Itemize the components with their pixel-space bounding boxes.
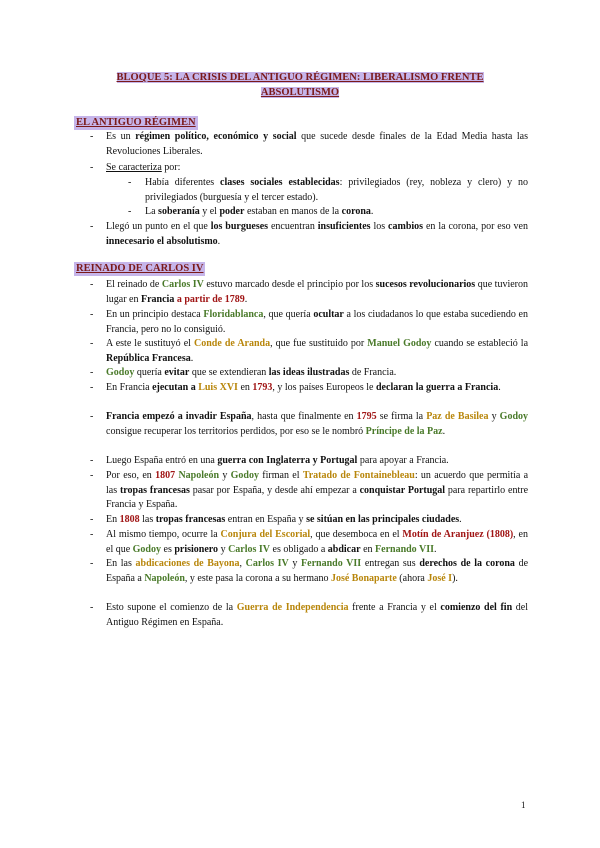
bullet-dash: - [90,367,94,378]
section-heading-carlos-iv: REINADO DE CARLOS IV [76,263,204,274]
list-item: Luego España entró en una guerra con Inglaterra y Portugal para apoyar a Francia. [106,455,449,466]
title-line-2: ABSOLUTISMO [260,87,340,98]
bullet-dash: - [90,279,94,290]
list-item: Llegó un punto en el que los burgueses encuentran insuficientes los cambios en la corona, por eso ven innecesario el absolutismo. [106,221,528,247]
bullet-dash: - [90,162,94,173]
bullet-dash: - [90,221,94,232]
bullet-dash: - [90,455,94,466]
section-heading-antiguo-regimen: EL ANTIGUO RÉGIMEN [76,117,196,128]
bullet-dash: - [90,309,94,320]
bullet-dash: - [90,411,94,422]
list-item: En un principio destaca Floridablanca, que quería ocultar a los ciudadanos lo que estaba sucediendo en Francia, pero no lo consiguió. [106,309,528,335]
list-item: Es un régimen político, económico y social que sucede desde finales de la Edad Media hasta las Revoluciones Liberales. [106,131,528,157]
list-item: Por eso, en 1807 Napoleón y Godoy firman el Tratado de Fontainebleau: un acuerdo que permitía a las tropas francesas pasar por España, y desde ahí empezar a conquistar Portugal para repartirlo entre Francia y España. [106,470,529,510]
list-item: Se caracteriza por: [106,162,181,173]
list-item: Al mismo tiempo, ocurre la Conjura del Escorial, que desemboca en el Motín de Aranjuez (1808), en el que Godoy es prisionero y Carlos IV es obligado a abdicar en Fernando VII. [106,529,528,555]
list-item: Godoy quería evitar que se extendieran las ideas ilustradas de Francia. [106,367,397,378]
bullet-dash: - [128,206,132,217]
list-item: En Francia ejecutan a Luis XVI en 1793, y los países Europeos le declaran la guerra a Francia. [106,382,501,393]
bullet-dash: - [90,470,94,481]
list-item: Esto supone el comienzo de la Guerra de Independencia frente a Francia y el comienzo del fin del Antiguo Régimen en España. [106,602,529,628]
bullet-dash: - [90,131,94,142]
bullet-dash: - [90,514,94,525]
bullet-dash: - [90,558,94,569]
list-item: A este le sustituyó el Conde de Aranda, que fue sustituido por Manuel Godoy cuando se estableció la República Francesa. [106,338,529,364]
bullet-dash: - [90,602,94,613]
list-item: La soberanía y el poder estaban en manos de la corona. [145,206,374,217]
list-item: Francia empezó a invadir España, hasta que finalmente en 1795 se firma la Paz de Basilea y Godoy consigue recuperar los territorios perdidos, por eso se le nombró Príncipe de la Paz. [106,411,529,437]
title-line-1: BLOQUE 5: LA CRISIS DEL ANTIGUO RÉGIMEN: LIBERALISMO FRENTE [116,72,484,83]
page-number: 1 [521,800,526,810]
bullet-dash: - [90,382,94,393]
bullet-dash: - [90,338,94,349]
list-item: En 1808 las tropas francesas entran en España y se sitúan en las principales ciudades. [106,514,462,525]
bullet-dash: - [90,529,94,540]
bullet-dash: - [128,177,132,188]
document-title [100,70,500,100]
list-item: En las abdicaciones de Bayona, Carlos IV y Fernando VII entregan sus derechos de la corona de España a Napoleón, y este pasa la corona a su hermano José Bonaparte (ahora José I). [106,558,529,584]
list-item: Había diferentes clases sociales establecidas: privilegiados (rey, nobleza y clero) y no privilegiados (burguesía y el tercer estado). [145,177,528,203]
list-item: El reinado de Carlos IV estuvo marcado desde el principio por los sucesos revolucionarios que tuvieron lugar en Francia a partir de 1789. [106,279,528,305]
